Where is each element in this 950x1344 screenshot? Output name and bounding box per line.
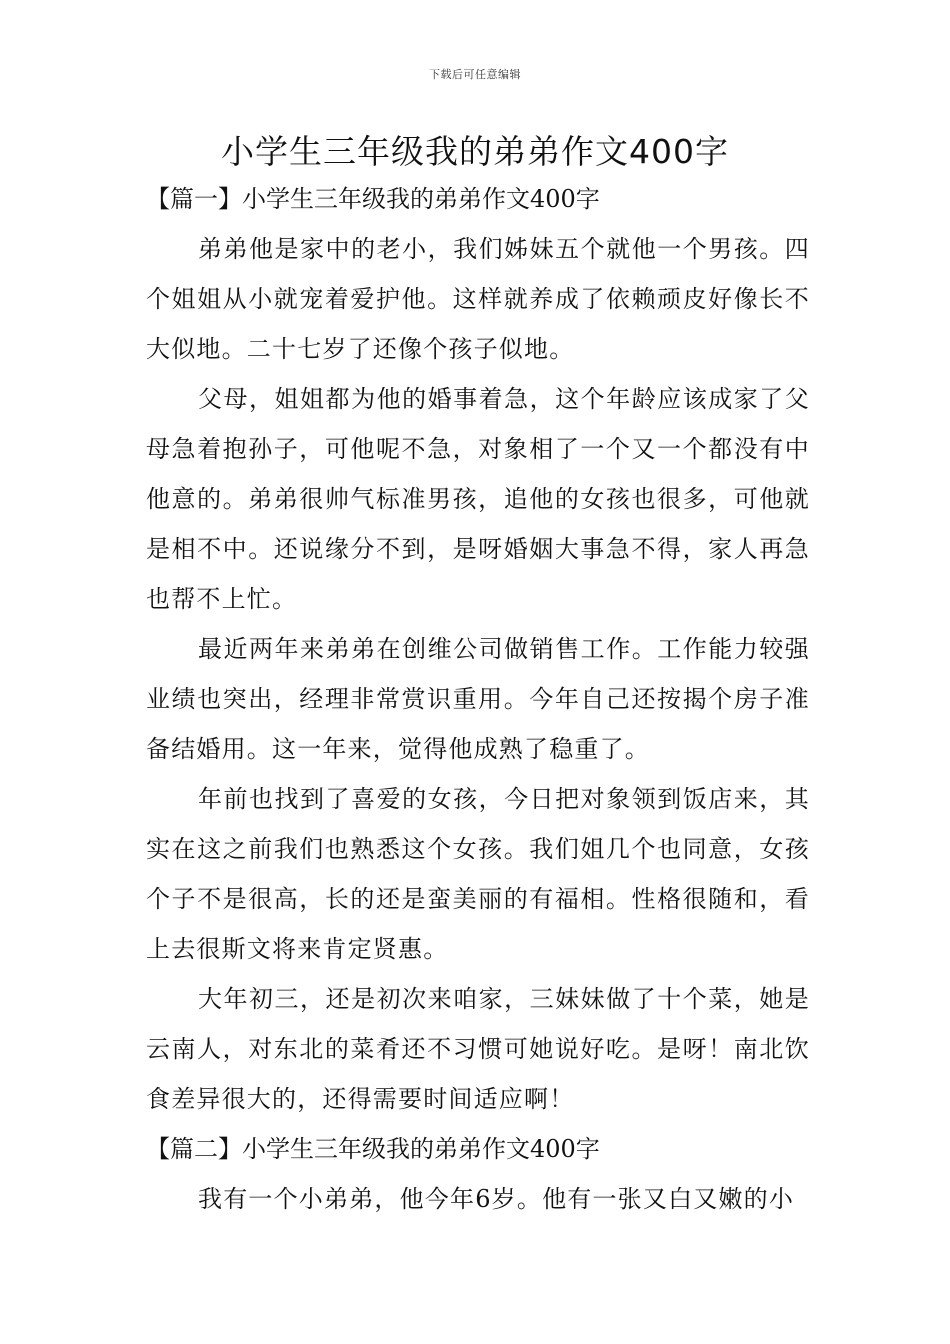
section-heading: 【篇一】小学生三年级我的弟弟作文400字 — [146, 185, 600, 213]
paragraph: 我有一个小弟弟，他今年6岁。他有一张又白又嫩的小 — [198, 1185, 795, 1213]
paragraph: 弟弟他是家中的老小，我们姊妹五个就他一个男孩。四个姐姐从小就宠着爱护他。这样就养成了依赖顽皮好像长不大似地。二十七岁了还像个孩子似地。 — [146, 235, 810, 363]
section-heading: 【篇二】小学生三年级我的弟弟作文400字 — [146, 1135, 600, 1163]
paragraph: 年前也找到了喜爱的女孩，今日把对象领到饭店来，其实在这之前我们也熟悉这个女孩。我们姐几个也同意，女孩个子不是很高，长的还是蛮美丽的有福相。性格很随和，看上去很斯文将来肯定贤惠。 — [146, 785, 810, 963]
document-title: 小学生三年级我的弟弟作文400字 — [221, 132, 729, 171]
header-note: 下载后可任意编辑 — [429, 68, 521, 81]
paragraph: 大年初三，还是初次来咱家，三妹妹做了十个菜，她是云南人，对东北的菜肴还不习惯可她说好吃。是呀！南北饮食差异很大的，还得需要时间适应啊！ — [146, 985, 810, 1113]
paragraph: 最近两年来弟弟在创维公司做销售工作。工作能力较强业绩也突出，经理非常赏识重用。今年自己还按揭个房子准备结婚用。这一年来，觉得他成熟了稳重了。 — [146, 635, 810, 763]
paragraph: 父母，姐姐都为他的婚事着急，这个年龄应该成家了父母急着抱孙子，可他呢不急，对象相了一个又一个都没有中他意的。弟弟很帅气标准男孩，追他的女孩也很多，可他就是相不中。还说缘分不到，是呀婚姻大事急不得，家人再急也帮不上忙。 — [146, 385, 810, 613]
document-body — [146, 174, 810, 1224]
